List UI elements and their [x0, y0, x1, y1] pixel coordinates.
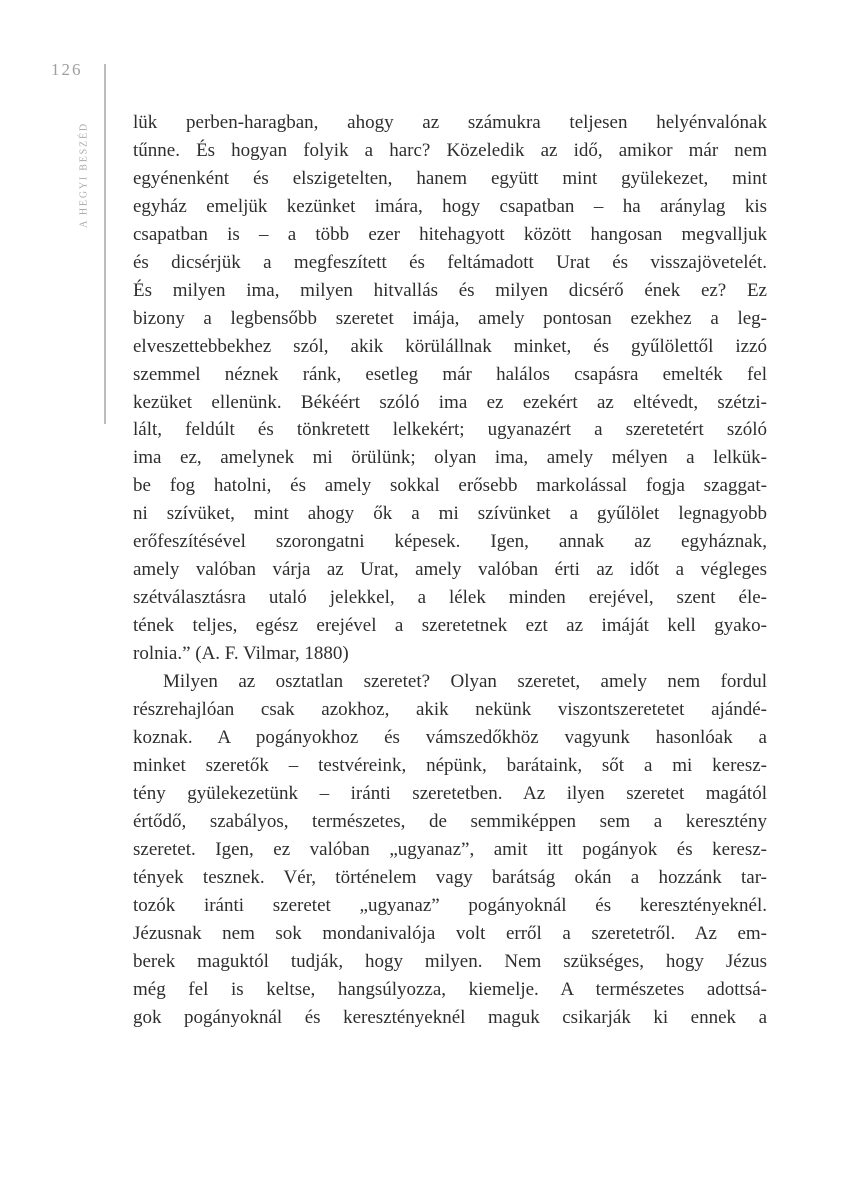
margin-rule [104, 64, 106, 424]
text-line: erőfeszítésével szorongatni képesek. Igen, annak az egyháznak, [133, 531, 767, 553]
text-line: szemmel néznek ránk, esetleg már halálos csapásra emelték fel [133, 363, 767, 385]
text-line: be fog hatolni, és amely sokkal erősebb markolással fogja szaggat- [133, 475, 767, 497]
text-line: koznak. A pogányokhoz és vámszedőkhöz vagyunk hasonlóak a [133, 726, 767, 748]
text-line: minket szeretők – testvéreink, népünk, barátaink, sőt a mi keresz- [133, 754, 767, 776]
text-line: egyház emeljük kezünket imára, hogy csapatban – ha aránylag kis [133, 195, 767, 217]
text-line: Jézusnak nem sok mondanivalója volt erről a szeretetről. Az em- [133, 922, 767, 944]
paragraph-1 [133, 109, 767, 668]
text-line: szeretet. Igen, ez valóban „ugyanaz”, amit itt pogányok és keresz- [133, 838, 767, 860]
text-line: rolnia.” (A. F. Vilmar, 1880) [133, 643, 349, 665]
text-line: bizony a legbensőbb szeretet imája, amely pontosan ezekhez a leg- [133, 307, 767, 329]
text-line: ni szívüket, mint ahogy ők a mi szívünket a gyűlölet legnagyobb [133, 503, 767, 525]
text-line: tények tesznek. Vér, történelem vagy barátság okán a hozzánk tar- [133, 866, 767, 888]
text-line: tűnne. És hogyan folyik a harc? Közeledik az idő, amikor már nem [133, 139, 767, 161]
text-line: És milyen ima, milyen hitvallás és milyen dicsérő ének ez? Ez [133, 279, 767, 301]
running-header-vertical: A HEGYI BESZÉD [78, 122, 90, 228]
body-text [133, 109, 767, 1031]
text-line: és dicsérjük a megfeszített és feltámadott Urat és visszajövetelét. [133, 251, 767, 273]
text-line: szétválasztásra utaló jelekkel, a lélek minden erejével, szent éle- [133, 587, 767, 609]
text-line: egyénenként és elszigetelten, hanem együtt mint gyülekezet, mint [133, 167, 767, 189]
text-line: Milyen az osztatlan szeretet? Olyan szeretet, amely nem fordul [163, 671, 767, 693]
text-line: lált, feldúlt és tönkretett lelkekért; ugyanazért a szeretetért szóló [133, 419, 767, 441]
text-line: tozók iránti szeretet „ugyanaz” pogányoknál és keresztényeknél. [133, 894, 767, 916]
text-line: amely valóban várja az Urat, amely valóban érti az időt a végleges [133, 559, 767, 581]
text-line: lük perben-haragban, ahogy az számukra teljesen helyénvalónak [133, 112, 767, 133]
page-number: 126 [51, 60, 83, 79]
text-line: ima ez, amelynek mi örülünk; olyan ima, amely mélyen a lelkük- [133, 447, 767, 469]
text-line: értődő, szabályos, természetes, de semmiképpen sem a keresztény [133, 810, 767, 832]
text-line: még fel is keltse, hangsúlyozza, kiemelje. A természetes adottsá- [133, 978, 767, 1000]
paragraph-2 [133, 668, 767, 1031]
text-line: kezüket ellenünk. Békéért szóló ima ez ezekért az eltévedt, szétzi- [133, 391, 767, 413]
text-line: berek maguktól tudják, hogy milyen. Nem szükséges, hogy Jézus [133, 950, 767, 972]
text-line: tének teljes, egész erejével a szeretetnek ezt az imáját kell gyako- [133, 615, 767, 637]
text-line: gok pogányoknál és keresztényeknél maguk csikarják ki ennek a [133, 1006, 767, 1028]
text-line: részrehajlóan csak azokhoz, akik nekünk viszontszeretetet ajándé- [133, 699, 767, 721]
text-line: csapatban is – a több ezer hitehagyott között hangosan megvalljuk [133, 223, 767, 245]
text-line: tény gyülekezetünk – iránti szeretetben. Az ilyen szeretet magától [133, 782, 767, 804]
text-line: elveszettebbekhez szól, akik körülállnak minket, és gyűlölettől izzó [133, 335, 767, 357]
